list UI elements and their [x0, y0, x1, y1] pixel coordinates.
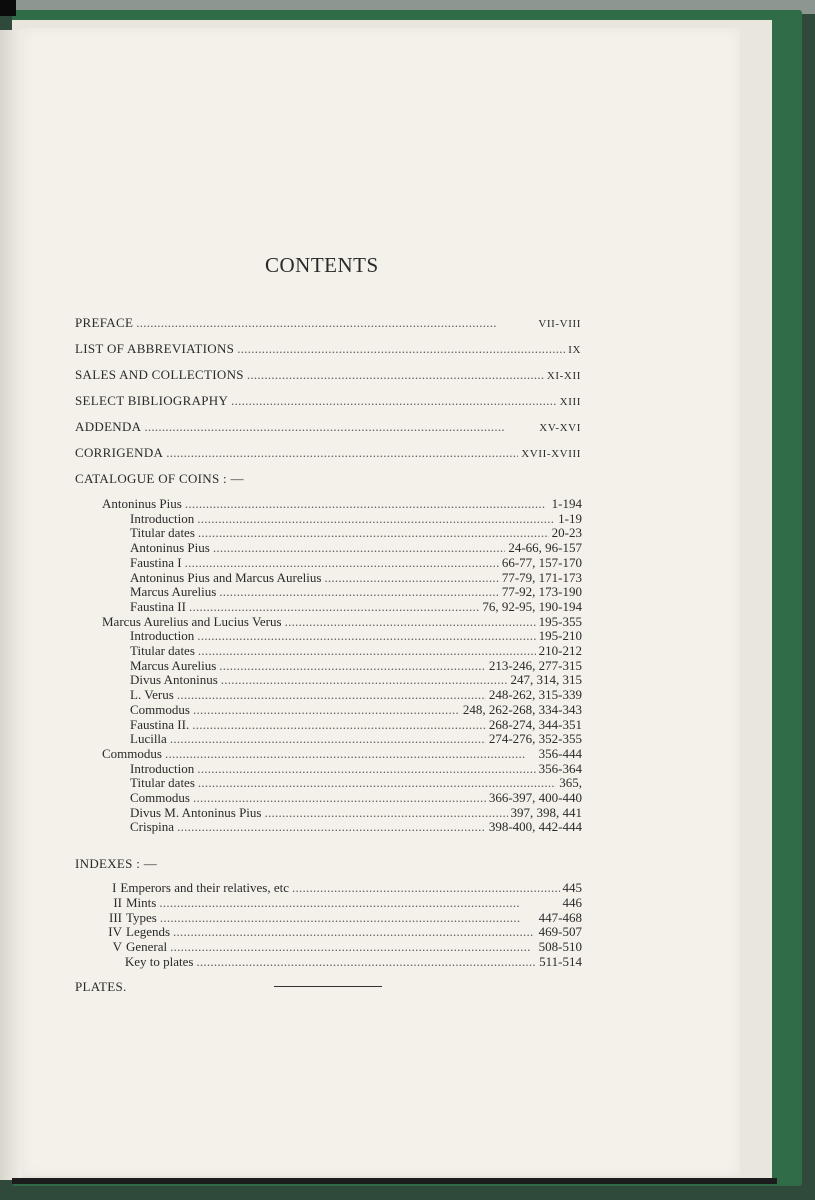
toc-entry-pages: 365, — [559, 775, 582, 791]
toc-entry-pages: VII-VIII — [538, 318, 581, 330]
toc-entry-pages: XIII — [559, 396, 581, 408]
toc-entry — [75, 420, 581, 434]
toc-entry-label: Antoninus Pius and Marcus Aurelius — [130, 569, 322, 585]
toc-leader-dots — [170, 732, 486, 745]
toc-entry — [130, 526, 582, 539]
toc-leader-dots — [170, 940, 536, 953]
toc-leader-dots — [193, 791, 486, 804]
toc-entry — [75, 342, 581, 356]
toc-leader-dots — [264, 806, 507, 819]
toc-entry — [130, 762, 582, 775]
toc-entry — [130, 600, 582, 613]
index-number: III — [109, 909, 122, 925]
toc-entry-label: Antoninus Pius — [130, 540, 210, 556]
toc-entry — [130, 776, 582, 789]
index-entry — [100, 911, 582, 924]
toc-leader-dots — [197, 629, 535, 642]
toc-entry — [130, 571, 582, 584]
toc-leader-dots — [197, 762, 535, 775]
toc-entry — [130, 791, 582, 804]
toc-entry-label: Titular dates — [130, 643, 195, 658]
plates-heading: PLATES. — [75, 979, 127, 994]
toc-entry — [75, 446, 581, 460]
toc-entry-pages: 248, 262-268, 334-343 — [462, 701, 582, 717]
index-pages: 446 — [562, 894, 582, 910]
index-label: Legends — [126, 924, 171, 940]
index-pages: 508-510 — [538, 939, 582, 955]
toc-leader-dots — [198, 776, 556, 789]
toc-entry-pages: XVII-XVIII — [521, 448, 581, 460]
toc-entry — [130, 806, 582, 819]
toc-entry-label: Faustina II — [130, 598, 186, 614]
toc-leader-dots — [165, 747, 536, 760]
index-entry — [100, 925, 582, 938]
toc-entry-label: Marcus Aurelius — [130, 657, 217, 673]
toc-leader-dots — [185, 556, 499, 569]
toc-entry-label: Commodus — [130, 790, 190, 805]
toc-entry-pages: 77-92, 173-190 — [501, 584, 582, 600]
index-number: V — [112, 939, 122, 955]
toc-entry-pages: IX — [568, 344, 581, 356]
toc-entry-label: Introduction — [130, 510, 195, 526]
toc-leader-dots — [221, 673, 508, 686]
toc-entry — [75, 316, 581, 330]
toc-entry-label: Crispina — [130, 819, 175, 835]
index-entry — [100, 896, 582, 909]
indexes-heading: INDEXES : — — [75, 856, 158, 871]
toc-entry-label: Introduction — [130, 760, 195, 776]
toc-entry-label: Marcus Aurelius — [130, 584, 217, 600]
toc-entry-label: Faustina II. — [130, 716, 190, 732]
bottom-page-edge — [12, 1178, 777, 1184]
toc-entry-pages: 366-397, 400-440 — [488, 790, 582, 805]
toc-leader-dots — [185, 497, 549, 510]
index-label: Emperors and their relatives, etc — [120, 880, 289, 895]
toc-leader-dots — [160, 911, 536, 924]
toc-entry-pages: 268-274, 344-351 — [488, 716, 582, 732]
toc-entry-pages: 24-66, 96-157 — [508, 540, 582, 556]
index-pages: 445 — [562, 880, 582, 895]
toc-entry-label: Lucilla — [130, 731, 167, 747]
toc-leader-dots — [324, 571, 498, 584]
index-entry — [100, 940, 582, 953]
index-number: II — [113, 894, 122, 910]
toc-entry — [130, 688, 582, 701]
toc-leader-dots — [197, 512, 555, 525]
toc-leader-dots — [192, 718, 486, 731]
toc-leader-dots — [196, 955, 536, 968]
toc-leader-dots — [292, 881, 560, 894]
toc-leader-dots — [189, 600, 479, 613]
toc-entry-label: SELECT BIBLIOGRAPHY — [75, 393, 229, 408]
toc-entry-label: Introduction — [130, 628, 195, 644]
toc-entry-pages: 398-400, 442-444 — [488, 819, 582, 835]
toc-entry — [75, 368, 581, 382]
index-label: General — [126, 939, 168, 955]
index-pages: 469-507 — [538, 924, 582, 940]
toc-entry — [130, 585, 582, 598]
index-pages: 511-514 — [539, 954, 582, 969]
toc-leader-dots — [144, 420, 536, 433]
toc-entry-pages: 248-262, 315-339 — [488, 687, 582, 703]
index-entry — [100, 881, 582, 894]
toc-entry-label: Commodus — [102, 745, 162, 761]
toc-entry-label: ADDENDA — [75, 419, 142, 434]
toc-entry — [130, 673, 582, 686]
toc-leader-dots — [166, 446, 518, 459]
toc-entry — [130, 703, 582, 716]
page-title: CONTENTS — [265, 253, 379, 277]
toc-entry-label: Commodus — [130, 701, 190, 717]
toc-entry-pages: 210-212 — [538, 643, 582, 658]
toc-entry-pages: 213-246, 277-315 — [488, 657, 582, 673]
toc-entry-pages: 20-23 — [551, 525, 582, 541]
toc-entry — [130, 659, 582, 672]
toc-entry-label: Antoninus Pius — [102, 496, 182, 511]
toc-entry-pages: 1-19 — [558, 510, 582, 526]
toc-leader-dots — [198, 526, 549, 539]
toc-entry-pages: 356-444 — [538, 745, 582, 761]
toc-entry — [130, 629, 582, 642]
toc-leader-dots — [285, 615, 536, 628]
toc-entry-pages: 1-194 — [551, 496, 582, 511]
toc-entry-label: Divus Antoninus — [130, 672, 218, 688]
toc-entry — [130, 718, 582, 731]
toc-entry-label: Titular dates — [130, 525, 195, 541]
toc-leader-dots — [219, 659, 486, 672]
toc-entry-label: LIST OF ABBREVIATIONS — [75, 341, 235, 356]
toc-entry — [75, 394, 581, 408]
left-page-edge — [0, 30, 22, 1180]
index-label: Key to plates — [124, 954, 194, 969]
closing-rule — [274, 986, 382, 987]
toc-leader-dots — [219, 585, 499, 598]
toc-entry-label: Divus M. Antoninus Pius — [130, 804, 262, 820]
toc-entry-label: Faustina I — [130, 554, 182, 570]
toc-leader-dots — [177, 820, 486, 833]
index-pages: 447-468 — [538, 909, 582, 925]
toc-entry — [130, 512, 582, 525]
index-entry — [100, 955, 582, 968]
index-number: IV — [108, 924, 122, 940]
toc-entry — [102, 497, 582, 510]
toc-entry — [130, 732, 582, 745]
toc-entry-pages: 76, 92-95, 190-194 — [482, 598, 582, 614]
toc-entry-label: SALES AND COLLECTIONS — [75, 367, 244, 382]
toc-entry-pages: 274-276, 352-355 — [488, 731, 582, 747]
toc-entry-label: L. Verus — [130, 687, 174, 703]
index-label: Mints — [126, 894, 157, 910]
toc-leader-dots — [237, 342, 565, 355]
toc-entry-pages: 77-79, 171-173 — [501, 569, 582, 585]
toc-leader-dots — [198, 644, 536, 657]
toc-entry — [130, 644, 582, 657]
index-number: I — [112, 880, 117, 895]
toc-entry — [102, 747, 582, 760]
toc-entry-pages: XV-XVI — [539, 422, 581, 434]
toc-entry-pages: 195-355 — [538, 613, 582, 629]
toc-entry — [102, 615, 582, 628]
toc-leader-dots — [173, 925, 536, 938]
toc-entry — [130, 556, 582, 569]
toc-entry-label: Marcus Aurelius and Lucius Verus — [102, 613, 282, 629]
toc-entry-label: Titular dates — [130, 775, 195, 791]
toc-leader-dots — [231, 394, 556, 407]
toc-entry-pages: 397, 398, 441 — [510, 804, 582, 820]
toc-leader-dots — [136, 316, 535, 329]
toc-entry-label: PREFACE — [75, 315, 134, 330]
index-label: Types — [126, 909, 157, 925]
toc-leader-dots — [213, 541, 506, 554]
corner-shadow — [0, 0, 16, 16]
toc-leader-dots — [193, 703, 460, 716]
toc-entry-pages: 247, 314, 315 — [510, 672, 582, 688]
toc-entry-label: CORRIGENDA — [75, 445, 164, 460]
toc-leader-dots — [177, 688, 486, 701]
toc-leader-dots — [159, 896, 559, 909]
toc-entry — [130, 541, 582, 554]
toc-leader-dots — [247, 368, 544, 381]
toc-entry-pages: XI-XII — [546, 370, 581, 382]
toc-entry-pages: 356-364 — [538, 760, 582, 776]
catalogue-heading: CATALOGUE OF COINS : — — [75, 471, 244, 486]
toc-entry — [130, 820, 582, 833]
toc-entry-pages: 66-77, 157-170 — [501, 554, 582, 570]
toc-entry-pages: 195-210 — [538, 628, 582, 644]
